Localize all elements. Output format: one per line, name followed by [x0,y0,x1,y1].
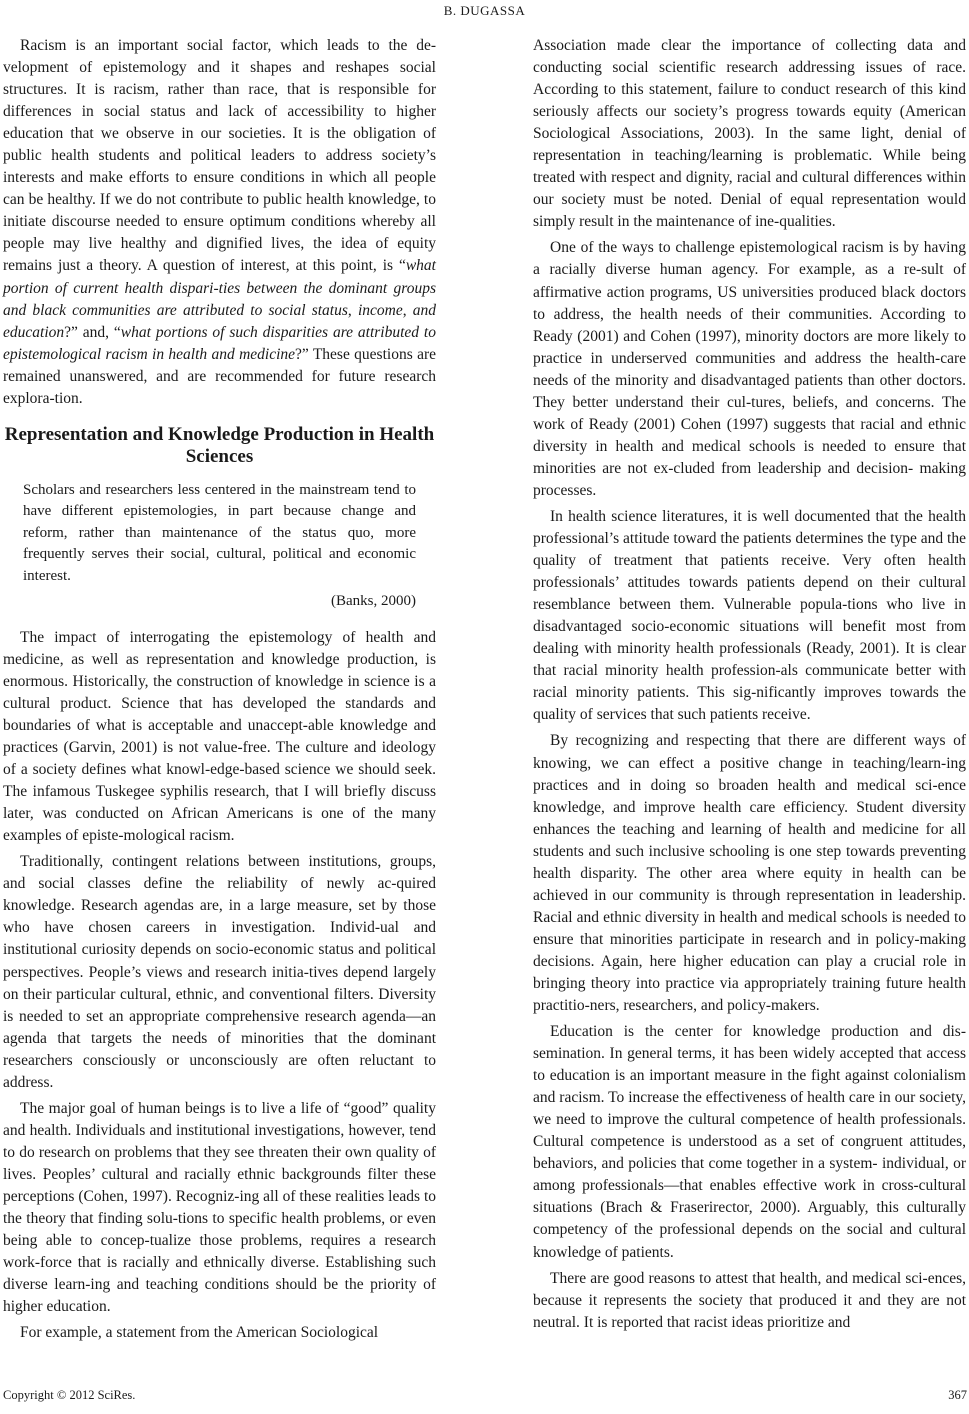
separator: , [347,301,358,319]
epigraph-citation: (Banks, 2000) [331,593,416,610]
epigraph [23,480,416,613]
paragraph-major-goal: The major goal of human beings is to live a life of “good” quality and health. Individuals and institutional investigations, however, tend to do research on problems that they see threaten their own quality of lives. Peoples’ cultural and racially ethnic backgrounds filter these perceptions (Cohen, 1997). Recogniz-ing all of these realities leads to the theory that finding solu-tions to specific health problems, or even being able to concep-tualize those problems, requires a research work-force that is racially and ethnically diverse. Establishing such diverse learn-ing and teaching conditions should be the priority of higher education. [3,1099,436,1316]
footer-page-number: 367 [948,1388,967,1402]
italic-question-one: what portion of current health dispari-ties between the dominant groups and black communities are attributed to social status [3,257,436,319]
paragraph-for-example: For example, a statement from the American Sociological [20,1324,379,1342]
paragraph-education-center: Education is the center for knowledge production and dis-semination. In general terms, it has been widely accepted that access to education is an important measure in the fight against colonialism and racism. To increase the effectiveness of health care in our society, we need to improve the cultural competence of health professionals. Cultural competence is understood as a set of congruent attitudes, behaviors, and policies that come together in a system- individual, or among professionals—that enables effective work in cross-cultural situations (Brach & Fraserirector, 2000). Arguably, this culturally competency of the professional depends on the social and cultural knowledge of patients. [533,1023,966,1261]
italic-income: income [357,301,403,319]
right-column [533,35,966,1334]
paragraph-racism-social-factor [3,35,436,410]
paragraph-challenge-racism: One of the ways to challenge epistemological racism is by having a racially diverse human agency. For example, as a re-sult of affirmative action programs, US universities produced black doctors to address, the health needs of their communities. According to Ready (2001) and Cohen (1997), minority doctors are more likely to practice in underserved communities and address the health-care needs of the minority and disadvantaged patients than other doctors. They better understand their cul-tures, beliefs, and concerns. The work of Ready (2001) Cohen (1997) suggests that racial and ethnic diversity in health and medical schools is needed to ensure that minorities are not ex-cluded from leadership and decision- making processes. [533,239,966,499]
paragraph-impact-epistemology: The impact of interrogating the epistemology of health and medicine, as well as representation and knowledge production, is enormous. Historically, the construction of knowledge in science is a cultural product. Science that has developed the standards and boundaries of what is acceptable and unaccept-able knowledge and practices (Garvin, 2001) is not value-free. The culture and ideology of a society defines what knowl-edge-based science we should seek. The infamous Tuskegee syphilis research, that I will briefly discuss later, was conducted on African Americans is one of the many examples of episte-mological racism. [3,628,436,845]
italic-education: and education [3,301,437,341]
paragraph-text: ?” These questions are remained unanswered, and are recommended for future research explora-tion. [3,345,436,407]
separator: , [402,301,413,319]
paragraph-text: ?” and, “ [64,323,121,341]
left-column [3,35,436,1344]
epigraph-text: Scholars and researchers less centered in the mainstream tend to have different epistemologies, in part because change and reform, rather than maintenance of the status quo, more frequently serves their social, cultural, political and economic interest. [23,481,416,584]
paragraph-ways-of-knowing: By recognizing and respecting that there are different ways of knowing, we can effect a positive change in teaching/learn-ing practices and in doing so broaden health and medical sci-ence knowledge, and improve health care efficiency. Student diversity enhances the teaching and learning of health and medicine for all students and such inclusive schooling is one step towards preventing health disparity. The other area where equity in health can be achieved in our community is through representation in leadership. Racial and ethnic diversity in health and medical schools is needed to ensure that minorities participate in research and in policy-making decisions. Again, here higher education can play a crucial role in bringing theory into practice via appropriately training future health practitio-ners, researchers, and policy-makers. [533,732,966,1015]
paragraph-health-science-literatures: In health science literatures, it is well documented that the health professional’s attitude toward the patients determines the type and the quality of treatment that patients receive. Very often health professionals’ attitudes towards patients depend on their cultural resemblance between them. Vulnerable popula-tions who live in disadvantaged socio-economic situations will benefit most from dealing with minority health professionals (Ready, 2001). It is clear that racial minority health profession-als communicate better with racial minority patients. This sig-nificantly improves towards the quality of services that such patients receive. [533,507,966,724]
section-heading: Representation and Knowledge Production in Health Sciences [4,423,435,467]
paragraph-association-continued: Association made clear the importance of collecting data and conducting social scientific research addressing issues of race. According to this statement, failure to conduct research of this kind seriously affects our society’s progress towards equity (American Sociological Associations, 2003). In the same light, denial of representation in teaching/learning is problematic. While being treated with respect and dignity, racial and cultural differences within our society must be noted. Denial of equal representation would simply result in the maintenance of ine-qualities. [533,37,966,231]
paragraph-good-reasons: There are good reasons to attest that health, and medical sci-ences, because it represents the society that produced it and they are not neutral. It is reported that racist ideas prioritize and [533,1269,966,1331]
running-head: B. DUGASSA [443,3,526,18]
paragraph-contingent-relations: Traditionally, contingent relations between institutions, groups, and social classes define the reliability of newly ac-quired knowledge. Research agendas are, in a large measure, set by those who have chosen careers in investigation. Individ-ual and institutional curiosity depends on socio-economic status and political perspectives. People’s views and research initia-tives depend largely on their particular cultural, ethnic, and conventional filters. Diversity is needed to set an appropriate comprehensive research agenda—an agenda that targets the needs of minorities that the dominant researchers consciously or unconsciously are often reluctant to address. [3,853,436,1091]
footer-copyright: Copyright © 2012 SciRes. [3,1388,136,1402]
italic-question-two: what portions of such disparities are attributed to epistemological racism in health and medicine [3,323,436,363]
paragraph-text: Racism is an important social factor, which leads to the de-velopment of epistemology and it shapes and reshapes social structures. It is racism, rather than race, that is responsible for differences in social status and lack of accessibility to higher education that we observe in our societies. It is the obligation of public health students and political leaders to address society’s interests and make efforts to ensure conditions in which all people can be healthy. If we do not contribute to public health knowledge, to initiate discourse needed to ensure optimum conditions whereby all people may live healthy and dignified lives, the idea of equity remains just a theory. A question of interest, at this point, is “ [3,37,436,275]
